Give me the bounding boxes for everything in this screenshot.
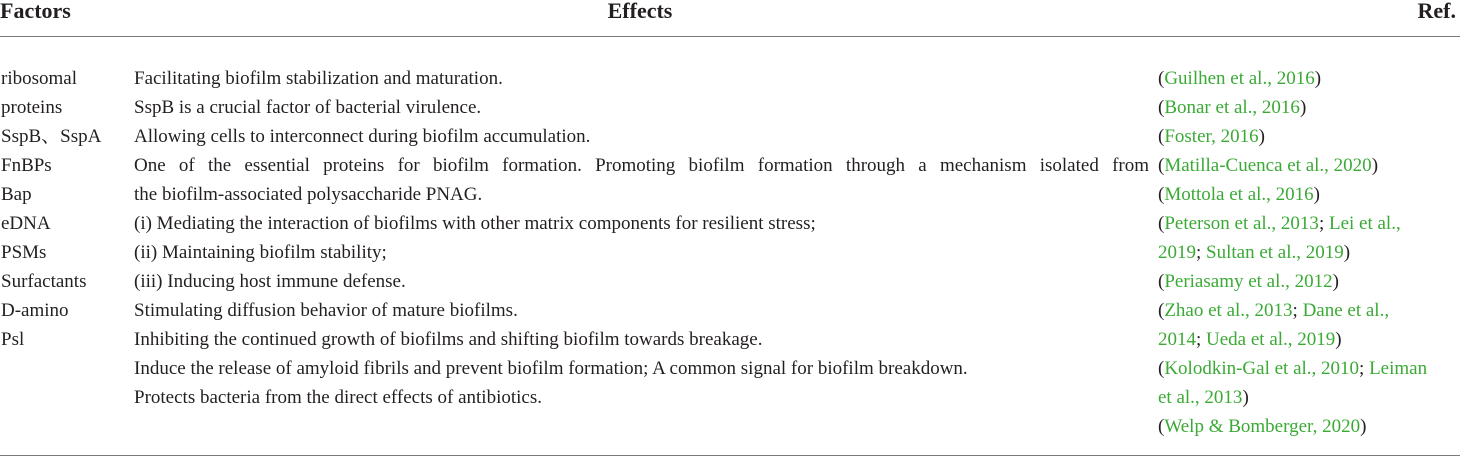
citation-link[interactable]: Welp & Bomberger, 2020 [1164,416,1361,437]
citation-link[interactable]: et al., 2013 [1158,387,1243,408]
effect-cell: One of the essential proteins for biofilm formation. Promoting biofilm formation through a mechanism isolated from [134,155,1149,176]
citation-link[interactable]: Kolodkin-Gal et al., 2010 [1164,358,1360,379]
effects-column [134,64,1149,412]
reference-line: et al., 2013) [1158,387,1249,408]
effect-cell: (i) Mediating the interaction of biofilms with other matrix components for resilient stress; [134,213,816,234]
reference-line: (Peterson et al., 2013; Lei et al., [1158,213,1401,234]
citation-link[interactable]: Foster, 2016 [1164,126,1259,147]
reference-line: (Matilla-Cuenca et al., 2020) [1158,155,1379,176]
effect-cell: Stimulating diffusion behavior of mature biofilms. [134,300,518,321]
citation-link[interactable]: Periasamy et al., 2012 [1164,271,1333,292]
effect-cell: (ii) Maintaining biofilm stability; [134,242,387,263]
citation-link[interactable]: 2014 [1158,329,1196,350]
citation-link[interactable]: Lei et al., [1328,213,1401,234]
citation-link[interactable]: Dane et al., [1302,300,1390,321]
reference-line: (Mottola et al., 2016) [1158,184,1320,205]
factors-column [1,64,126,354]
effect-cell: (iii) Inducing host immune defense. [134,271,406,292]
citation-link[interactable]: 2019 [1158,242,1196,263]
column-header-ref: Ref. [1417,0,1456,23]
factor-cell: proteins [1,97,63,118]
citation-link[interactable]: Sultan et al., 2019 [1206,242,1344,263]
citation-link[interactable]: Bonar et al., 2016 [1164,97,1300,118]
reference-line: (Guilhen et al., 2016) [1158,68,1322,89]
reference-line: (Welp & Bomberger, 2020) [1158,416,1367,437]
citation-link[interactable]: Leiman [1369,358,1428,379]
factor-cell: Surfactants [1,271,87,292]
factor-cell: FnBPs [1,155,52,176]
citation-link[interactable]: Matilla-Cuenca et al., 2020 [1164,155,1372,176]
reference-line: (Periasamy et al., 2012) [1158,271,1339,292]
factor-cell: PSMs [1,242,47,263]
effect-cell: Allowing cells to interconnect during biofilm accumulation. [134,126,591,147]
reference-line: (Kolodkin-Gal et al., 2010; Leiman [1158,358,1428,379]
factor-cell: eDNA [1,213,51,234]
citation-link[interactable]: Peterson et al., 2013 [1164,213,1319,234]
factor-cell: SspB、SspA [1,126,102,147]
column-header-factors: Factors [0,0,71,23]
effect-cell: Induce the release of amyloid fibrils and prevent biofilm formation; A common signal for biofilm breakdown. [134,358,968,379]
effect-cell: Protects bacteria from the direct effects of antibiotics. [134,387,542,408]
column-header-effects: Effects [607,0,673,23]
citation-link[interactable]: Zhao et al., 2013 [1164,300,1293,321]
citation-link[interactable]: Ueda et al., 2019 [1206,329,1336,350]
factor-cell: Bap [1,184,32,205]
factor-cell: ribosomal [1,68,77,89]
effect-cell: Inhibiting the continued growth of biofilms and shifting biofilm towards breakage. [134,329,763,350]
header-divider [0,36,1460,37]
table-bottom-rule [0,455,1460,456]
citation-link[interactable]: Mottola et al., 2016 [1164,184,1314,205]
reference-line: 2014; Ueda et al., 2019) [1158,329,1342,350]
reference-line: 2019; Sultan et al., 2019) [1158,242,1351,263]
effect-cell: Facilitating biofilm stabilization and maturation. [134,68,503,89]
factor-cell: D-amino [1,300,69,321]
citation-link[interactable]: Guilhen et al., 2016 [1164,68,1315,89]
effect-cell: the biofilm-associated polysaccharide PNAG. [134,184,483,205]
reference-line: (Zhao et al., 2013; Dane et al., [1158,300,1390,321]
reference-line: (Foster, 2016) [1158,126,1265,147]
reference-line: (Bonar et al., 2016) [1158,97,1307,118]
references-column [1158,64,1460,441]
effect-cell: SspB is a crucial factor of bacterial virulence. [134,97,482,118]
factor-cell: Psl [1,329,25,350]
